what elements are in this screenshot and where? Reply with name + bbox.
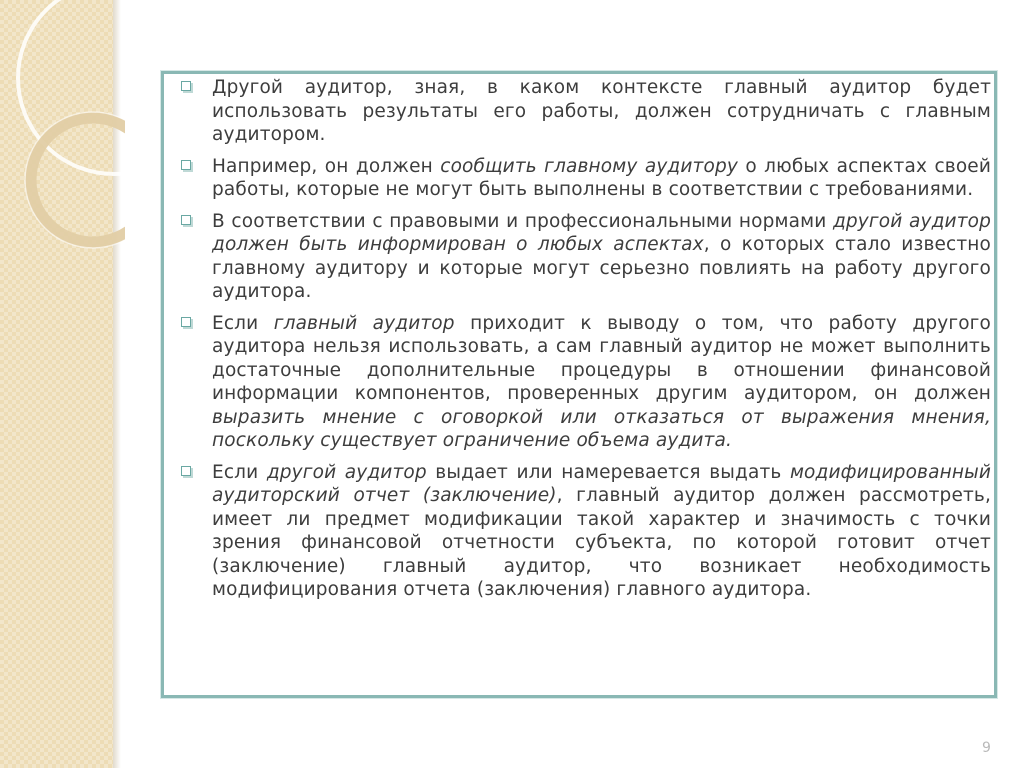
bullet-item (179, 312, 991, 453)
square-bullet-icon (181, 81, 191, 91)
paragraph-text: приходит к выводу о том, что работу другого аудитора нельзя использовать, а сам главный аудитор не может выполнить достаточные дополнительные процедуры в отношении финансовой информации компонентов, проверенных другим аудитором, он должен (212, 312, 991, 404)
paragraph-text: Другой аудитор, зная, в каком контексте главный аудитор будет использовать результаты его работы, должен сотрудничать с главным аудитором. (212, 77, 991, 145)
paragraph-text: Если (212, 312, 274, 334)
square-bullet-icon (181, 466, 191, 476)
square-bullet-icon (181, 160, 191, 170)
square-bullet-icon (181, 215, 191, 225)
paragraph-text: Например, он должен (212, 155, 441, 177)
paragraph-text: о любых аспектах своей работы, которые не могут быть выполнены в соответствии с требованиями. (212, 155, 991, 200)
decorative-rings-icon (0, 0, 125, 260)
bullet-item (179, 76, 991, 147)
bullet-item (179, 210, 991, 304)
emphasized-text: другой аудитор (266, 461, 427, 483)
bullet-list (179, 76, 991, 610)
page-number: 9 (982, 740, 991, 756)
emphasized-text: выразить мнение с оговоркой или отказаться от выражения мнения, поскольку существует ограничение объема аудита. (212, 406, 991, 451)
emphasized-text: сообщить главному аудитору (440, 155, 738, 177)
paragraph-text: , главный аудитор должен рассмотреть, имеет ли предмет модификации такой характер и значимость с точки зрения финансовой отчетности субъекта, по которой готовит отчет (заключение) главный аудитор, что возникает необходимость модифицирования отчета (заключения) главного аудитора. (212, 485, 991, 600)
paragraph-text: Если (212, 461, 267, 483)
emphasized-text: модифицированный аудиторский отчет (заключение) (212, 461, 992, 506)
square-bullet-icon (181, 317, 191, 327)
emphasized-text: главный аудитор (273, 312, 455, 334)
paragraph-text: В соответствии с правовыми и профессиональными нормами (212, 210, 833, 232)
paragraph-text: , о которых стало известно главному аудитору и которые могут серьезно повлиять на работу другого аудитора. (212, 234, 991, 302)
paragraph-text: выдает или намеревается выдать (426, 461, 790, 483)
bullet-item (179, 461, 991, 602)
emphasized-text: другой аудитор должен быть информирован о любых аспектах (212, 210, 991, 255)
bullet-item (179, 155, 991, 202)
